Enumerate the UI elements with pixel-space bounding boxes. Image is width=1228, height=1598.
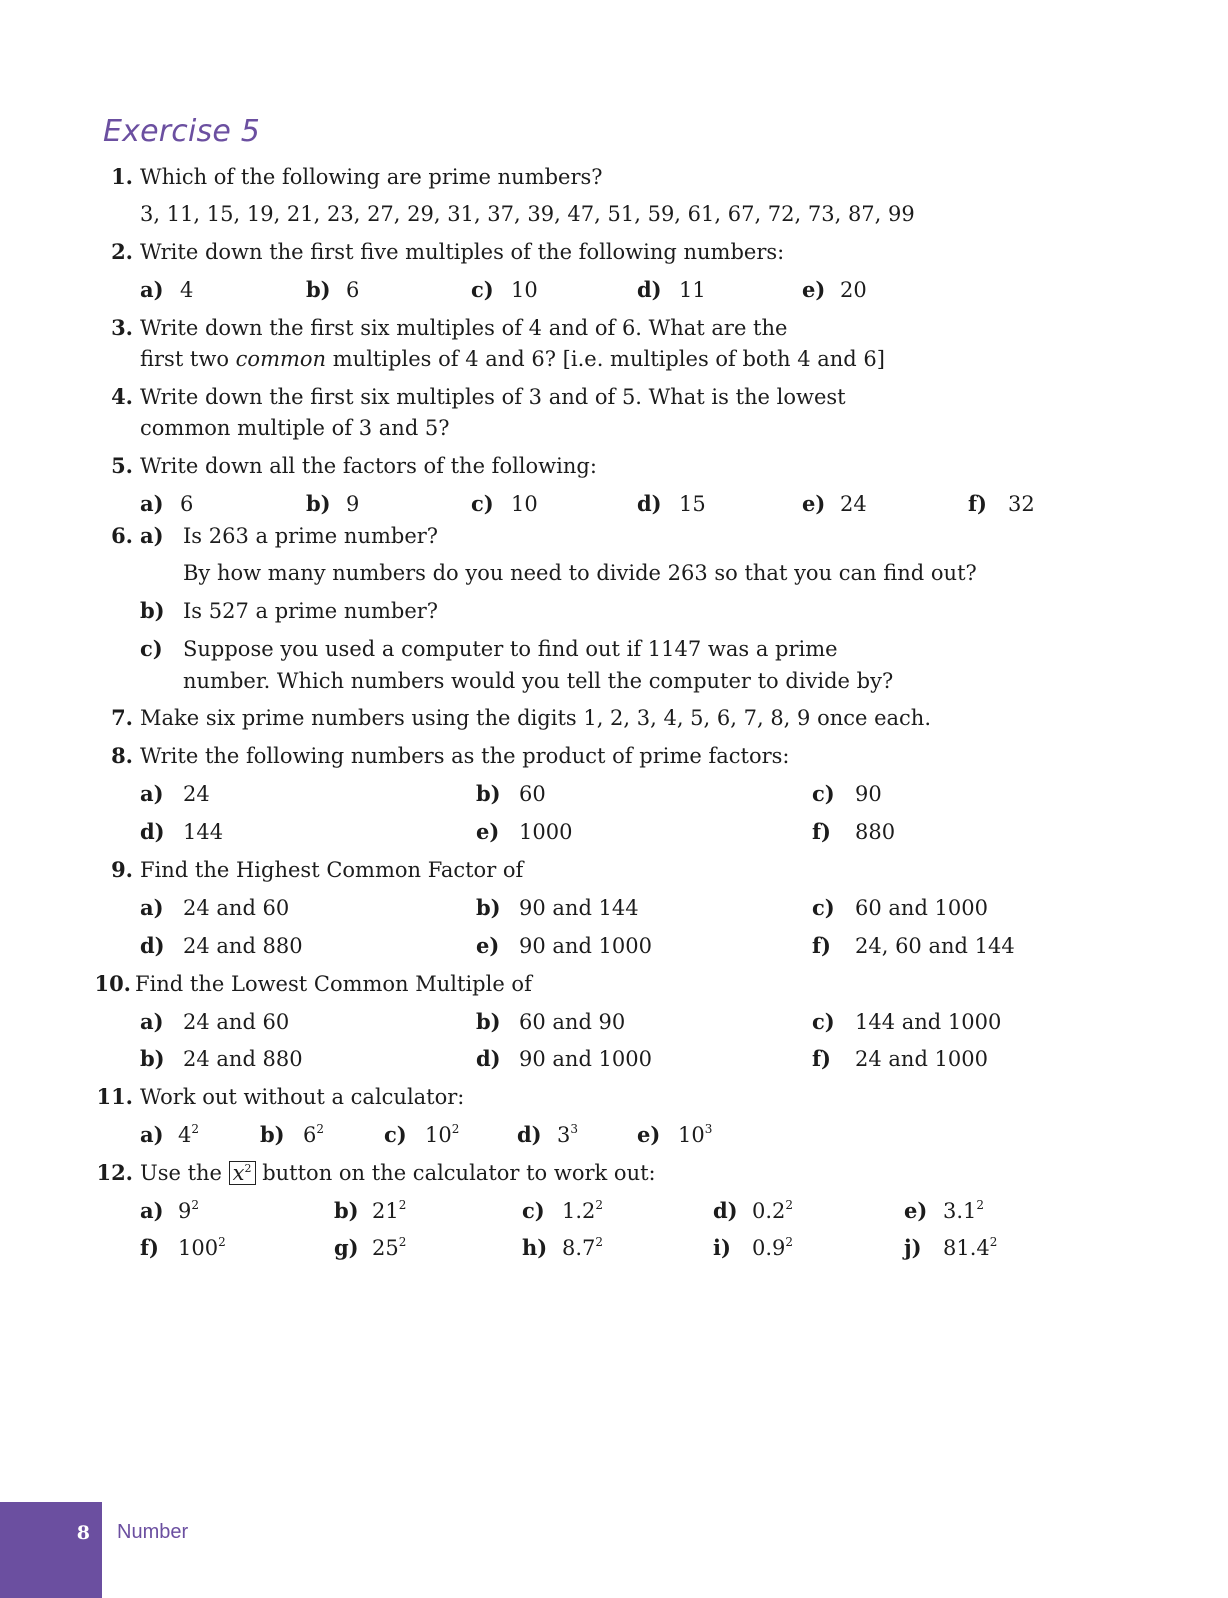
part-label: a) xyxy=(140,277,164,302)
part-label: c) xyxy=(471,277,494,302)
question-text: Write the following numbers as the product of prime factors: xyxy=(140,744,790,768)
question-text: Make six prime numbers using the digits 1, 2, 3, 4, 5, 6, 7, 8, 9 once each. xyxy=(140,706,932,730)
question-number: 1. xyxy=(111,164,133,189)
question-text: Write down the first five multiples of the following numbers: xyxy=(140,240,785,264)
part-value: 4 xyxy=(180,278,194,302)
part-label: e) xyxy=(637,1122,661,1147)
part-text: Is 527 a prime number? xyxy=(183,599,439,623)
part-value: 24 and 1000 xyxy=(855,1047,989,1071)
question-number: 10. xyxy=(94,971,131,996)
part-text-continued: number. Which numbers would you tell the computer to divide by? xyxy=(183,669,894,693)
question-text: Use the $x^2$ button on the calculator to work out: xyxy=(140,1161,656,1185)
part-label: c) xyxy=(384,1122,407,1147)
part-value: 9 xyxy=(346,492,360,516)
x-squared-key-icon: $x^2$ xyxy=(229,1161,256,1185)
part-value: 24 xyxy=(840,492,867,516)
page-number: 8 xyxy=(76,1522,90,1544)
part-value: 144 and 1000 xyxy=(855,1010,1002,1034)
part-label: a) xyxy=(140,491,164,516)
part-label: b) xyxy=(476,781,501,806)
question-text: Which of the following are prime numbers? xyxy=(140,165,603,189)
part-label: a) xyxy=(140,523,164,548)
part-label: f) xyxy=(812,819,831,844)
part-label: j) xyxy=(904,1235,922,1260)
exercise-title: Exercise 5 xyxy=(103,114,261,149)
question-number: 4. xyxy=(111,384,133,409)
part-value: 60 xyxy=(519,782,546,806)
part-value: $9^2$ xyxy=(178,1198,200,1223)
question-number: 8. xyxy=(111,743,133,768)
part-value: 10 xyxy=(511,492,538,516)
footer-color-bar xyxy=(0,1502,102,1598)
part-value: 24 and 60 xyxy=(183,896,290,920)
question-text-continued: common multiple of 3 and 5? xyxy=(140,416,450,440)
part-value: $25^2$ xyxy=(372,1235,407,1260)
question-number: 12. xyxy=(96,1160,133,1185)
part-value: 90 and 1000 xyxy=(519,934,653,958)
part-value: 24 xyxy=(183,782,210,806)
part-label: b) xyxy=(306,277,331,302)
part-value: 6 xyxy=(346,278,360,302)
part-label: d) xyxy=(713,1198,738,1223)
part-value: $3^3$ xyxy=(557,1122,579,1147)
part-value: $1.2^2$ xyxy=(562,1198,604,1223)
part-label: c) xyxy=(140,636,163,661)
part-label: b) xyxy=(140,1046,165,1071)
part-value: 15 xyxy=(679,492,706,516)
part-value: $8.7^2$ xyxy=(562,1235,604,1260)
part-value: 24, 60 and 144 xyxy=(855,934,1015,958)
part-value: 24 and 60 xyxy=(183,1010,290,1034)
question-number: 7. xyxy=(111,705,133,730)
part-value: 11 xyxy=(679,278,706,302)
part-label: e) xyxy=(476,933,500,958)
part-label: c) xyxy=(812,781,835,806)
part-label: f) xyxy=(812,933,831,958)
part-label: b) xyxy=(476,1009,501,1034)
question-text-continued: first two common multiples of 4 and 6? [i.e. multiples of both 4 and 6] xyxy=(140,347,885,371)
part-label: c) xyxy=(812,1009,835,1034)
question-number: 6. xyxy=(111,523,133,548)
part-value: 60 and 1000 xyxy=(855,896,989,920)
part-label: c) xyxy=(471,491,494,516)
part-value: $10^3$ xyxy=(678,1122,713,1147)
part-label: d) xyxy=(637,491,662,516)
part-text: Suppose you used a computer to find out if 1147 was a prime xyxy=(183,637,838,661)
question-text: Write down the first six multiples of 4 and of 6. What are the xyxy=(140,316,788,340)
question-text: Find the Lowest Common Multiple of xyxy=(135,972,532,996)
part-label: e) xyxy=(904,1198,928,1223)
part-label: d) xyxy=(476,1046,501,1071)
part-value: $0.2^2$ xyxy=(752,1198,794,1223)
question-number: 5. xyxy=(111,453,133,478)
part-label: a) xyxy=(140,895,164,920)
question-number: 2. xyxy=(111,239,133,264)
part-label: a) xyxy=(140,1198,164,1223)
part-value: 32 xyxy=(1008,492,1035,516)
part-label: c) xyxy=(812,895,835,920)
question-text: Write down all the factors of the following: xyxy=(140,454,597,478)
part-text-continued: By how many numbers do you need to divide 263 so that you can find out? xyxy=(183,561,977,585)
part-value: 81.4$^2$ xyxy=(943,1235,998,1260)
part-value: 60 and 90 xyxy=(519,1010,626,1034)
question-text: Find the Highest Common Factor of xyxy=(140,858,524,882)
part-value: 24 and 880 xyxy=(183,934,303,958)
part-label: i) xyxy=(713,1235,731,1260)
part-value: $10^2$ xyxy=(425,1122,460,1147)
part-label: f) xyxy=(968,491,987,516)
part-value: $6^2$ xyxy=(303,1122,325,1147)
part-value: 6 xyxy=(180,492,194,516)
question-text: Write down the first six multiples of 3 and of 5. What is the lowest xyxy=(140,385,846,409)
part-value: 90 and 144 xyxy=(519,896,639,920)
part-label: d) xyxy=(140,819,165,844)
part-label: a) xyxy=(140,781,164,806)
part-label: b) xyxy=(306,491,331,516)
part-value: $3.1^2$ xyxy=(943,1198,985,1223)
part-value: 20 xyxy=(840,278,867,302)
part-value: $21^2$ xyxy=(372,1198,407,1223)
section-title: Number xyxy=(117,1521,189,1543)
part-label: b) xyxy=(140,598,165,623)
part-label: b) xyxy=(334,1198,359,1223)
part-value: 880 xyxy=(855,820,896,844)
part-label: a) xyxy=(140,1122,164,1147)
part-label: d) xyxy=(517,1122,542,1147)
part-text: Is 263 a prime number? xyxy=(183,524,439,548)
part-value: $4^2$ xyxy=(178,1122,200,1147)
prime-candidates-list: 3, 11, 15, 19, 21, 23, 27, 29, 31, 37, 39, 47, 51, 59, 61, 67, 72, 73, 87, 99 xyxy=(140,202,915,226)
part-label: g) xyxy=(334,1235,359,1260)
question-number: 9. xyxy=(111,857,133,882)
part-label: e) xyxy=(476,819,500,844)
part-value: 10 xyxy=(511,278,538,302)
question-text: Work out without a calculator: xyxy=(140,1085,465,1109)
part-value: 90 xyxy=(855,782,882,806)
part-label: d) xyxy=(637,277,662,302)
part-label: b) xyxy=(476,895,501,920)
part-label: h) xyxy=(522,1235,548,1260)
part-label: d) xyxy=(140,933,165,958)
question-number: 11. xyxy=(96,1084,133,1109)
part-value: $0.9^2$ xyxy=(752,1235,794,1260)
part-label: b) xyxy=(260,1122,285,1147)
part-value: 1000 xyxy=(519,820,573,844)
part-value: 90 and 1000 xyxy=(519,1047,653,1071)
part-value: $100^2$ xyxy=(178,1235,226,1260)
part-label: f) xyxy=(140,1235,159,1260)
part-label: e) xyxy=(802,277,826,302)
part-label: c) xyxy=(522,1198,545,1223)
part-value: 24 and 880 xyxy=(183,1047,303,1071)
part-value: 144 xyxy=(183,820,224,844)
part-label: f) xyxy=(812,1046,831,1071)
part-label: e) xyxy=(802,491,826,516)
part-label: a) xyxy=(140,1009,164,1034)
question-number: 3. xyxy=(111,315,133,340)
